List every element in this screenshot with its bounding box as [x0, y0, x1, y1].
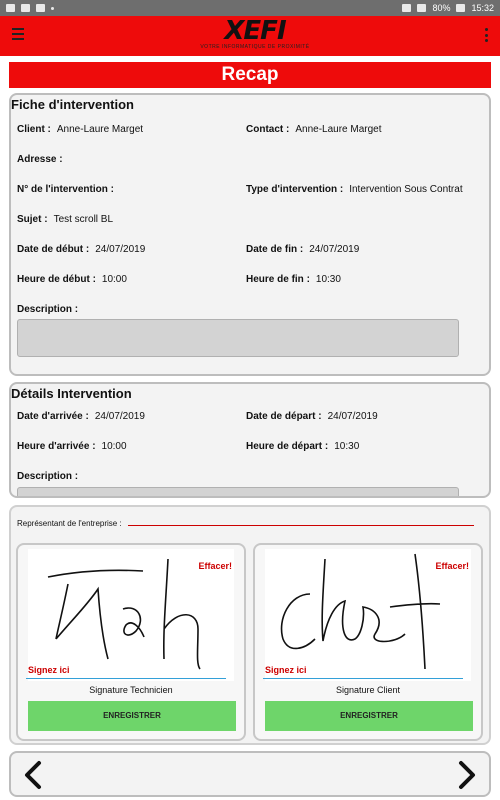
description-row	[17, 471, 78, 482]
description-field[interactable]	[17, 487, 459, 498]
battery-level: 80%	[432, 3, 451, 13]
heure-arrivee-row	[17, 441, 127, 452]
date-arrivee-row	[17, 411, 145, 422]
heure-depart-row	[246, 441, 359, 452]
field-label: Heure d'arrivée :	[17, 441, 96, 452]
chevron-right-icon[interactable]	[451, 760, 481, 790]
sujet-value: Test scroll BL	[53, 214, 114, 225]
wifi-icon	[417, 4, 426, 12]
heure-arrivee-value: 10:00	[101, 441, 127, 452]
fiche-intervention-card	[9, 93, 491, 376]
signature-line	[26, 678, 226, 679]
type-row	[246, 184, 463, 195]
clock: 15:32	[471, 3, 494, 13]
save-client-button[interactable]: ENREGISTRER	[265, 701, 473, 731]
field-label: Sujet :	[17, 214, 48, 225]
field-label: Description :	[17, 304, 79, 315]
date-debut-value: 24/07/2019	[95, 244, 146, 255]
status-bar	[0, 0, 500, 16]
signature-client-card	[253, 543, 483, 741]
signature-client-caption: Signature Client	[335, 685, 401, 695]
overflow-menu-icon[interactable]	[484, 28, 488, 42]
clear-client-button[interactable]: Effacer!	[435, 561, 469, 571]
contact-row	[246, 124, 382, 135]
heure-fin-value: 10:30	[315, 274, 341, 285]
hamburger-menu-icon[interactable]	[12, 28, 24, 40]
field-label: Date d'arrivée :	[17, 411, 89, 422]
dot-icon	[51, 7, 54, 10]
date-fin-row	[246, 244, 359, 255]
field-label: Client :	[17, 124, 51, 135]
signature-technicien-caption: Signature Technicien	[89, 685, 173, 695]
description-row	[17, 304, 78, 315]
sign-here-label: Signez ici	[265, 665, 307, 675]
representant-label: Représentant de l'entreprise :	[17, 519, 122, 528]
key-icon	[36, 4, 45, 12]
signature-line	[263, 678, 463, 679]
battery-icon	[456, 4, 465, 12]
card-title: Détails Intervention	[11, 386, 132, 401]
date-depart-value: 24/07/2019	[327, 411, 378, 422]
heure-depart-value: 10:30	[334, 441, 360, 452]
logo-mark: XEFI	[224, 16, 286, 46]
field-label: N° de l'intervention :	[17, 184, 114, 195]
chevron-left-icon[interactable]	[19, 760, 49, 790]
field-label: Heure de fin :	[246, 274, 310, 285]
field-label: Heure de départ :	[246, 441, 329, 452]
date-arrivee-value: 24/07/2019	[94, 411, 145, 422]
type-value: Intervention Sous Contrat	[349, 184, 463, 195]
field-label: Date de fin :	[246, 244, 304, 255]
details-intervention-card	[9, 382, 491, 498]
save-technicien-button[interactable]: ENREGISTRER	[28, 701, 236, 731]
brand-logo	[200, 16, 310, 56]
client-row	[17, 124, 143, 135]
bottom-navigation	[9, 751, 491, 797]
logo-tagline: VOTRE INFORMATIQUE DE PROXIMITÉ	[200, 44, 310, 50]
page-title: Recap	[9, 62, 491, 88]
field-label: Date de début :	[17, 244, 90, 255]
card-title: Fiche d'intervention	[11, 97, 134, 112]
field-label: Type d'intervention :	[246, 184, 344, 195]
field-label: Contact :	[246, 124, 290, 135]
heure-fin-row	[246, 274, 341, 285]
field-label: Heure de début :	[17, 274, 96, 285]
numero-row	[17, 184, 120, 195]
date-fin-value: 24/07/2019	[309, 244, 360, 255]
description-field[interactable]	[17, 319, 459, 357]
field-label: Description :	[17, 471, 79, 482]
signature-section	[9, 505, 491, 745]
sign-here-label: Signez ici	[28, 665, 70, 675]
field-label: Adresse :	[17, 154, 63, 165]
heure-debut-row	[17, 274, 127, 285]
date-depart-row	[246, 411, 378, 422]
sujet-row	[17, 214, 113, 225]
adresse-row	[17, 154, 69, 165]
contact-value: Anne-Laure Marget	[295, 124, 382, 135]
clear-technicien-button[interactable]: Effacer!	[198, 561, 232, 571]
notification-icon	[21, 4, 30, 12]
heure-debut-value: 10:00	[101, 274, 127, 285]
representant-input[interactable]	[128, 525, 474, 526]
signature-technicien-card	[16, 543, 246, 741]
app-bar	[0, 16, 500, 56]
client-value: Anne-Laure Marget	[56, 124, 144, 135]
cast-icon	[402, 4, 411, 12]
field-label: Date de départ :	[246, 411, 322, 422]
date-debut-row	[17, 244, 145, 255]
representant-row	[17, 519, 474, 528]
image-icon	[6, 4, 15, 12]
